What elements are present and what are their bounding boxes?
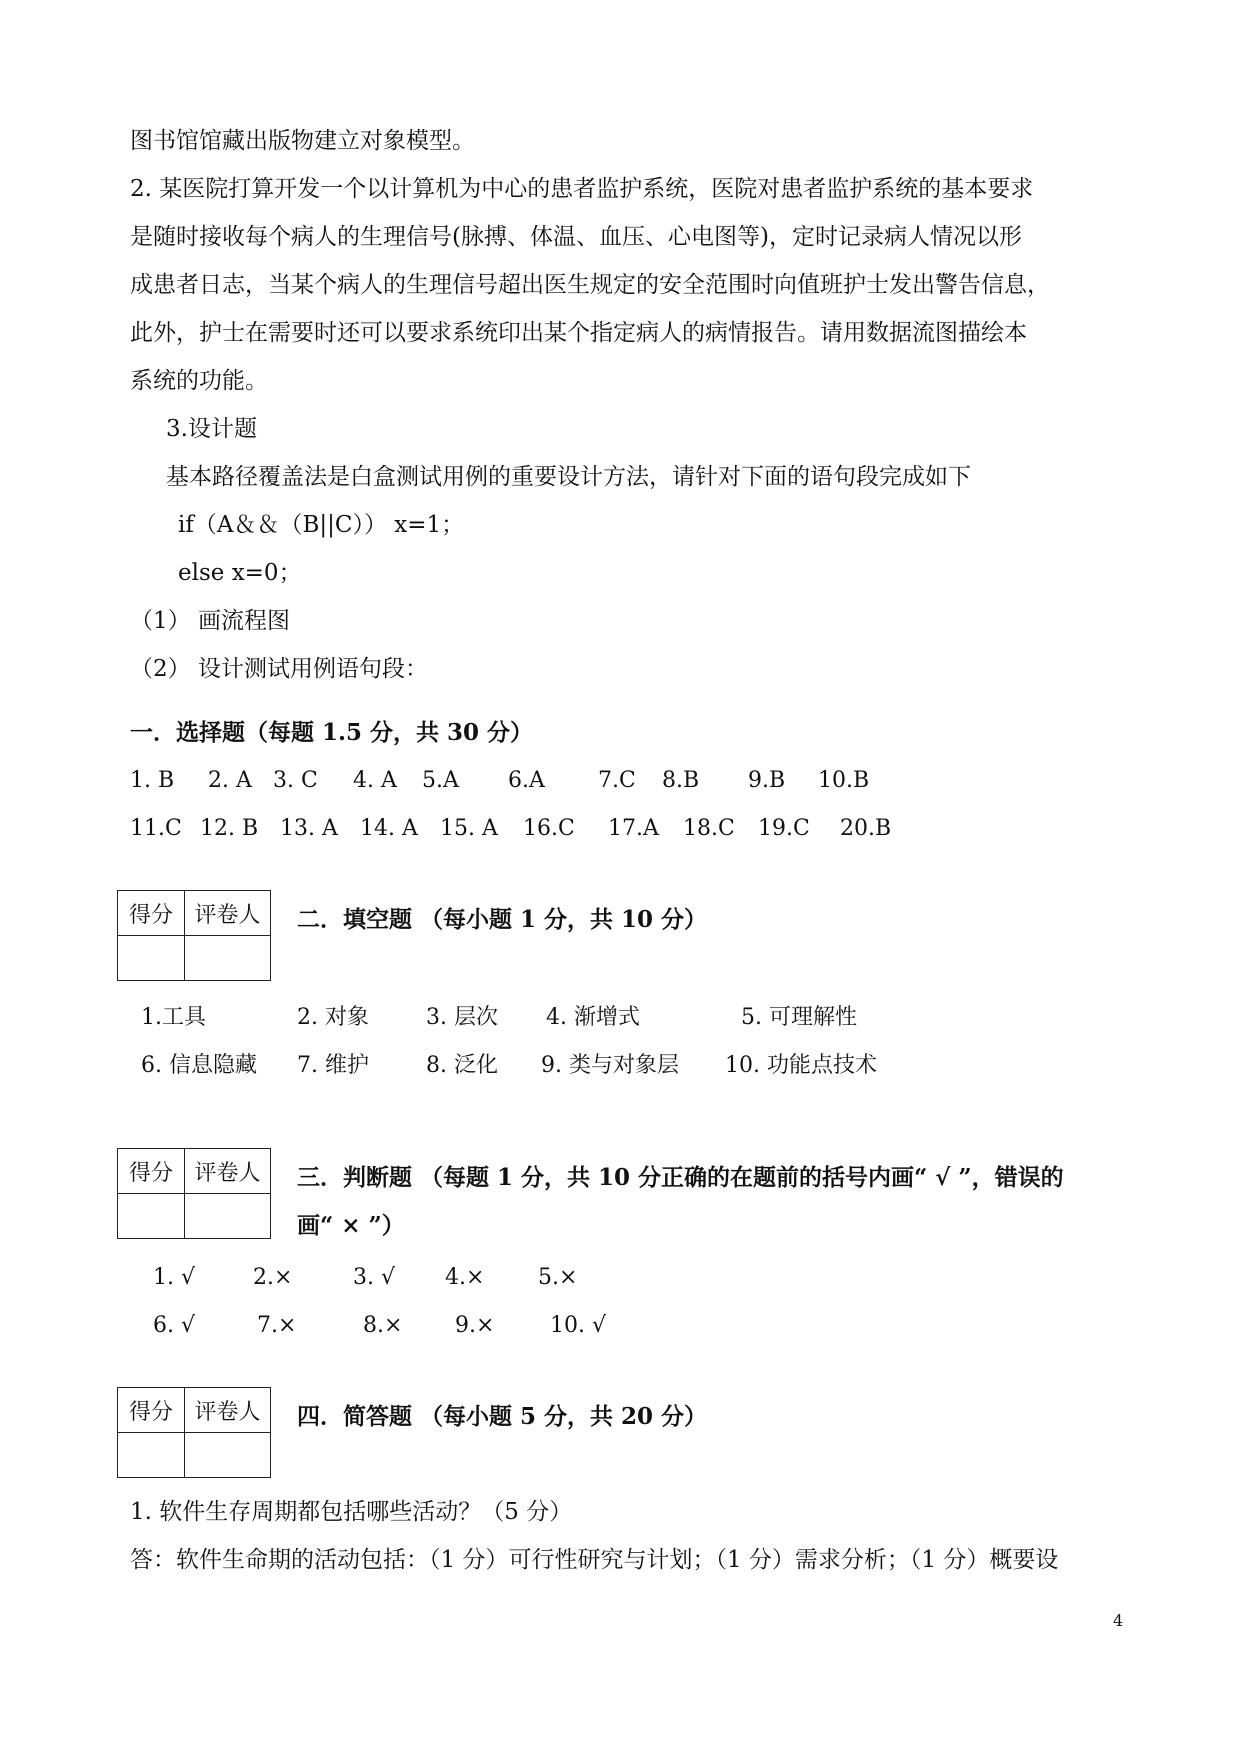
grader-label: 评卷人 xyxy=(185,1149,271,1194)
answer-item: 5.A xyxy=(422,768,459,793)
answer-item: 17.A xyxy=(608,816,659,841)
answer-item: 14. A xyxy=(360,816,418,841)
section2-heading: 二．填空题 （每小题 1 分，共 10 分） xyxy=(297,906,708,933)
answer-item: 9.B xyxy=(748,768,786,793)
score-cell xyxy=(118,936,185,981)
answer-item: 5.× xyxy=(538,1265,578,1290)
answer-item: 2.× xyxy=(253,1265,293,1290)
answer-item: 3. 层次 xyxy=(426,1005,498,1030)
answer-item: 7. 维护 xyxy=(297,1053,369,1078)
body-line-4: 成患者日志，当某个病人的生理信号超出医生规定的安全范围时向值班护士发出警告信息， xyxy=(130,272,1050,298)
answer-item: 6.A xyxy=(508,768,545,793)
answer-item: 8.B xyxy=(662,768,700,793)
body-line-1: 图书馆馆藏出版物建立对象模型。 xyxy=(130,128,475,154)
score-table xyxy=(117,1148,271,1239)
answer-item: 6. √ xyxy=(153,1313,196,1338)
answer-item: 4.× xyxy=(445,1265,485,1290)
score-label: 得分 xyxy=(118,1388,185,1433)
answer-item: 2. A xyxy=(208,768,252,793)
answer-item: 1.工具 xyxy=(141,1005,206,1030)
body-line-6: 系统的功能。 xyxy=(130,368,268,394)
answer-item: 9. 类与对象层 xyxy=(541,1053,679,1078)
answer-item: 4. 渐增式 xyxy=(546,1005,640,1030)
answer-item: 13. A xyxy=(280,816,338,841)
answer-item: 10. 功能点技术 xyxy=(725,1053,877,1078)
answer-item: 6. 信息隐藏 xyxy=(141,1053,257,1078)
score-label: 得分 xyxy=(118,1149,185,1194)
answer-item: 9.× xyxy=(455,1313,495,1338)
design-item-2: （2） 设计测试用例语句段： xyxy=(130,656,428,682)
answer-item: 1. B xyxy=(130,768,175,793)
grader-label: 评卷人 xyxy=(185,1388,271,1433)
section3-heading-line1: 三．判断题 （每题 1 分，共 10 分正确的在题前的括号内画“ √ ”，错误的 xyxy=(297,1164,1064,1191)
score-table xyxy=(117,890,271,981)
design-code-else: else x=0； xyxy=(178,560,302,586)
answer-item: 2. 对象 xyxy=(297,1005,369,1030)
score-table xyxy=(117,1387,271,1478)
answer-item: 8. 泛化 xyxy=(426,1053,498,1078)
score-label: 得分 xyxy=(118,891,185,936)
answer-item: 4. A xyxy=(353,768,397,793)
answer-item: 7.× xyxy=(257,1313,297,1338)
design-title: 3.设计题 xyxy=(166,416,257,442)
answer-item: 19.C xyxy=(758,816,810,841)
answer-item: 16.C xyxy=(523,816,575,841)
answer-item: 1. √ xyxy=(153,1265,196,1290)
answer-item: 12. B xyxy=(200,816,259,841)
answer-item: 20.B xyxy=(840,816,892,841)
page-number: 4 xyxy=(1113,1611,1124,1630)
section1-heading: 一．选择题（每题 1.5 分，共 30 分） xyxy=(130,719,534,746)
grader-cell xyxy=(185,936,271,981)
design-item-1: （1） 画流程图 xyxy=(130,608,290,634)
answer-item: 10.B xyxy=(818,768,870,793)
score-cell xyxy=(118,1194,185,1239)
grader-cell xyxy=(185,1194,271,1239)
design-intro: 基本路径覆盖法是白盒测试用例的重要设计方法，请针对下面的语句段完成如下 xyxy=(166,464,971,490)
answer-item: 3. C xyxy=(273,768,318,793)
body-line-2: 2. 某医院打算开发一个以计算机为中心的患者监护系统，医院对患者监护系统的基本要求 xyxy=(130,176,1034,202)
answer-item: 8.× xyxy=(363,1313,403,1338)
answer-item: 3. √ xyxy=(353,1265,396,1290)
grader-label: 评卷人 xyxy=(185,891,271,936)
answer-item: 5. 可理解性 xyxy=(741,1005,857,1030)
body-line-5: 此外，护士在需要时还可以要求系统印出某个指定病人的病情报告。请用数据流图描绘本 xyxy=(130,320,1027,346)
answer-item: 18.C xyxy=(683,816,735,841)
section4-heading: 四．简答题 （每小题 5 分，共 20 分） xyxy=(297,1403,708,1430)
design-code-if: if（A＆＆（B||C）） x=1； xyxy=(178,512,465,538)
grader-cell xyxy=(185,1433,271,1478)
answer-1: 答：软件生命期的活动包括：（1 分）可行性研究与计划；（1 分）需求分析；（1 分）概要设 xyxy=(130,1547,1059,1573)
question-1: 1. 软件生存周期都包括哪些活动？（5 分） xyxy=(130,1499,573,1525)
body-line-3: 是随时接收每个病人的生理信号(脉搏、体温、血压、心电图等)，定时记录病人情况以形 xyxy=(130,224,1022,250)
answer-item: 7.C xyxy=(598,768,636,793)
answer-item: 15. A xyxy=(440,816,498,841)
answer-item: 10. √ xyxy=(550,1313,606,1338)
section3-heading-line2: 画“ × ”） xyxy=(297,1212,405,1239)
answer-item: 11.C xyxy=(130,816,182,841)
score-cell xyxy=(118,1433,185,1478)
